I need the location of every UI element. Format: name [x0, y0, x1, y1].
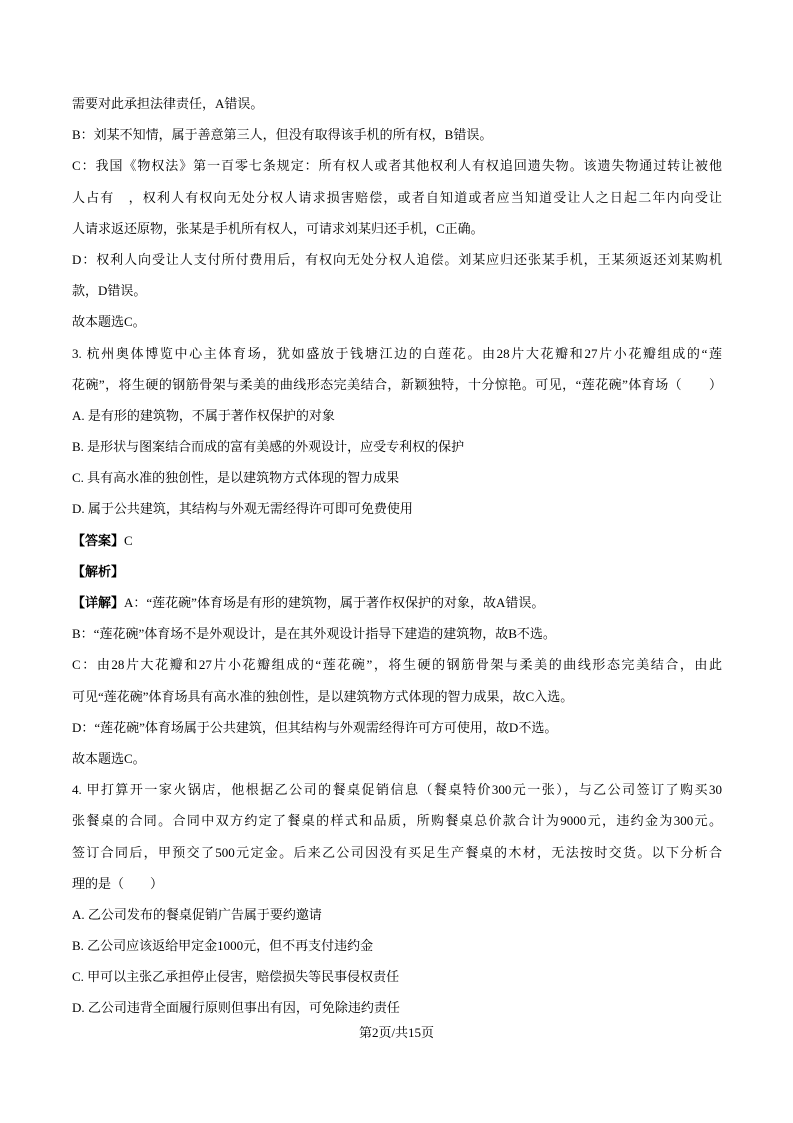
question-4-stem-end: 理的是（ ）: [72, 875, 164, 891]
page-number: 第2页/共15页: [358, 1025, 435, 1040]
q4-option-a: A. 乙公司发布的餐桌促销广告属于要约邀请: [72, 906, 322, 922]
q3-detail-a: [72, 587, 722, 618]
answer-value: C: [124, 532, 133, 548]
q2-explanation-c-end: 人请求返还原物，张某是手机所有权人，可请求刘某归还手机，C正确。: [72, 220, 484, 236]
q3-option-b: B. 是形状与图案结合而成的富有美感的外观设计，应受专利权的保护: [72, 439, 465, 455]
q2-explanation-d-end: 款，D错误。: [72, 283, 147, 299]
page-content: [72, 88, 722, 1024]
q2-explanation-a-continued: 需要对此承担法律责任，A错误。: [72, 96, 264, 111]
question-4-stem: 4. 甲打算开一家火锅店，他根据乙公司的餐桌促销信息（餐桌特价300元一张），与乙公司签订了购买30: [72, 782, 722, 798]
answer-label: 【答案】: [72, 532, 125, 548]
q2-explanation-c-continued: 人占有 ，权利人有权向无处分权人请求损害赔偿，或者自知道或者应当知道受让人之日起二年内向受让: [72, 189, 722, 205]
question-4-stem-continued: 张餐桌的合同。合同中双方约定了餐桌的样式和品质，所购餐桌总价款合计为9000元，违约金为300元。: [72, 813, 722, 829]
detail-label: 【详解】: [72, 595, 125, 610]
q3-conclusion: 故本题选C。: [72, 750, 146, 766]
q3-analysis-heading: [72, 556, 722, 587]
q3-detail-c-continued: 可见“莲花碗”体育场具有高水准的独创性，是以建筑物方式体现的智力成果，故C入选。: [72, 688, 574, 704]
question-4-stem-continued-2: 签订合同后，甲预交了500元定金。后来乙公司因没有买足生产餐桌的木材，无法按时交货。以下分析合: [72, 844, 722, 860]
q2-explanation-c: C：我国《物权法》第一百零七条规定：所有权人或者其他权利人有权追回遗失物。该遗失物通过转让被他: [72, 158, 722, 174]
q3-detail-c: C：由28片大花瓣和27片小花瓣组成的“莲花碗”，将生硬的钢筋骨架与柔美的曲线形态完美结合，由此: [72, 657, 722, 673]
q3-option-a: A. 是有形的建筑物，不属于著作权保护的对象: [72, 407, 335, 423]
detail-a-text: A：“莲花碗”体育场是有形的建筑物，属于著作权保护的对象，故A错误。: [124, 595, 545, 610]
q2-explanation-d: D：权利人向受让人支付所付费用后，有权向无处分权人追偿。刘某应归还张某手机，王某须返还刘某购机: [72, 251, 722, 267]
q4-option-d: D. 乙公司违背全面履行原则但事出有因，可免除违约责任: [72, 1000, 400, 1016]
analysis-label: 【解析】: [72, 563, 125, 579]
q4-option-b: B. 乙公司应该返给甲定金1000元，但不再支付违约金: [72, 938, 374, 954]
q2-conclusion: 故本题选C。: [72, 314, 146, 330]
question-3-stem-continued: 花碗”，将生硬的钢筋骨架与柔美的曲线形态完美结合，新颖独特，十分惊艳。可见，“莲花碗”体育场（ ）: [72, 376, 722, 392]
question-3-stem: 3. 杭州奥体博览中心主体育场，犹如盛放于钱塘江边的白莲花。由28片大花瓣和27片小花瓣组成的“莲: [72, 345, 722, 361]
q3-option-d: D. 属于公共建筑，其结构与外观无需经得许可即可免费使用: [72, 501, 413, 517]
q2-explanation-b: B：刘某不知情，属于善意第三人，但没有取得该手机的所有权，B错误。: [72, 127, 493, 143]
q3-answer: [72, 525, 722, 556]
q3-detail-b: B：“莲花碗”体育场不是外观设计，是在其外观设计指导下建造的建筑物，故B不选。: [72, 626, 556, 642]
q3-option-c: C. 具有高水准的独创性，是以建筑物方式体现的智力成果: [72, 470, 400, 486]
q3-detail-d: D：“莲花碗”体育场属于公共建筑，但其结构与外观需经得许可方可使用，故D不选。: [72, 719, 558, 735]
q4-option-c: C. 甲可以主张乙承担停止侵害，赔偿损失等民事侵权责任: [72, 969, 400, 985]
